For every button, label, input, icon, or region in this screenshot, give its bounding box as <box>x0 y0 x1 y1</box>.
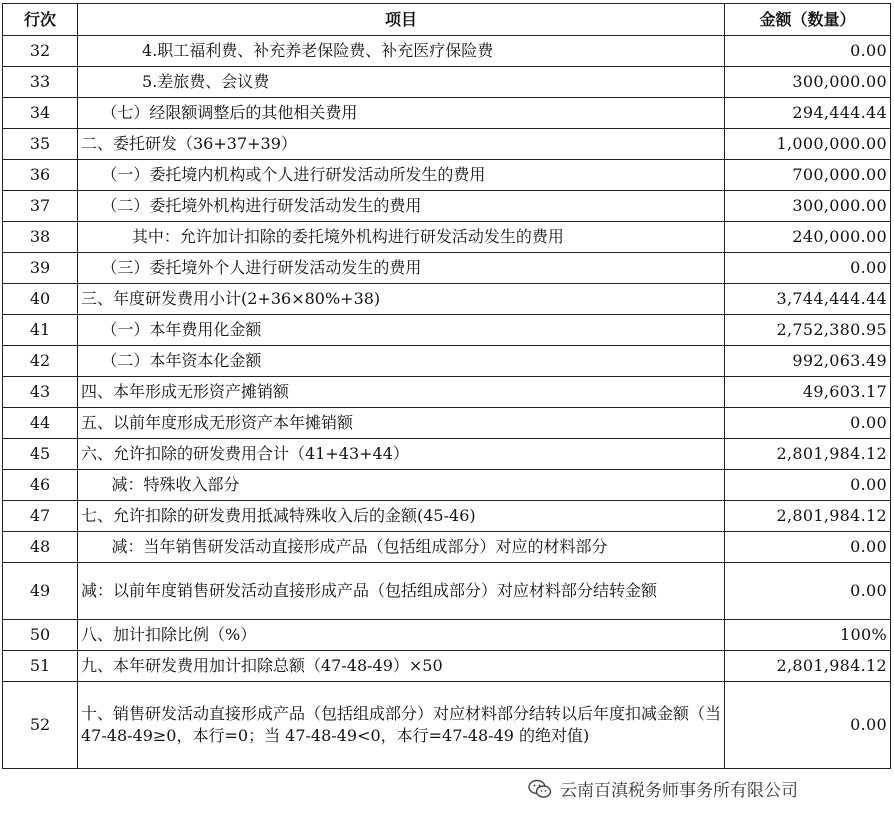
header-item: 项目 <box>78 4 725 36</box>
line-no: 50 <box>3 620 78 651</box>
line-no: 41 <box>3 315 78 346</box>
amount: 0.00 <box>725 470 891 501</box>
amount: 49,603.17 <box>725 377 891 408</box>
table-row <box>3 377 891 408</box>
table-row <box>3 563 891 620</box>
line-no: 37 <box>3 191 78 222</box>
table-row <box>3 532 891 563</box>
line-no: 40 <box>3 284 78 315</box>
item-text: 减：以前年度销售研发活动直接形成产品（包括组成部分）对应材料部分结转金额 <box>78 563 725 620</box>
table-row <box>3 682 891 769</box>
line-no: 49 <box>3 563 78 620</box>
line-no: 36 <box>3 160 78 191</box>
amount: 0.00 <box>725 682 891 769</box>
item-text: 六、允许扣除的研发费用合计（41+43+44） <box>78 439 725 470</box>
item-text: 五、以前年度形成无形资产本年摊销额 <box>78 408 725 439</box>
line-no: 34 <box>3 98 78 129</box>
item-text: （一）委托境内机构或个人进行研发活动所发生的费用 <box>78 160 725 191</box>
item-text: 5.差旅费、会议费 <box>78 67 725 98</box>
table-row <box>3 253 891 284</box>
amount: 700,000.00 <box>725 160 891 191</box>
wechat-icon <box>528 778 552 800</box>
table-row <box>3 346 891 377</box>
item-text: 二、委托研发（36+37+39） <box>78 129 725 160</box>
watermark <box>528 776 798 801</box>
amount: 2,801,984.12 <box>725 651 891 682</box>
line-no: 47 <box>3 501 78 532</box>
amount: 0.00 <box>725 253 891 284</box>
item-text: 减：特殊收入部分 <box>78 470 725 501</box>
amount: 1,000,000.00 <box>725 129 891 160</box>
header-line-no: 行次 <box>3 4 78 36</box>
header-amount: 金额（数量） <box>725 4 891 36</box>
item-text: 4.职工福利费、补充养老保险费、补充医疗保险费 <box>78 36 725 67</box>
table-row <box>3 129 891 160</box>
table-row <box>3 160 891 191</box>
item-text: （七）经限额调整后的其他相关费用 <box>78 98 725 129</box>
line-no: 42 <box>3 346 78 377</box>
line-no: 46 <box>3 470 78 501</box>
amount: 3,744,444.44 <box>725 284 891 315</box>
item-text: 九、本年研发费用加计扣除总额（47-48-49）×50 <box>78 651 725 682</box>
table-row <box>3 98 891 129</box>
item-text: （二）委托境外机构进行研发活动发生的费用 <box>78 191 725 222</box>
line-no: 39 <box>3 253 78 284</box>
line-no: 51 <box>3 651 78 682</box>
rd-expense-table <box>2 3 891 769</box>
table-row <box>3 284 891 315</box>
amount: 0.00 <box>725 532 891 563</box>
item-text: （一）本年费用化金额 <box>78 315 725 346</box>
line-no: 35 <box>3 129 78 160</box>
item-text: 减：当年销售研发活动直接形成产品（包括组成部分）对应的材料部分 <box>78 532 725 563</box>
item-text: 其中：允许加计扣除的委托境外机构进行研发活动发生的费用 <box>78 222 725 253</box>
table-row <box>3 408 891 439</box>
amount: 992,063.49 <box>725 346 891 377</box>
line-no: 43 <box>3 377 78 408</box>
amount: 2,801,984.12 <box>725 501 891 532</box>
table-row <box>3 439 891 470</box>
line-no: 38 <box>3 222 78 253</box>
amount: 294,444.44 <box>725 98 891 129</box>
amount: 300,000.00 <box>725 191 891 222</box>
amount: 300,000.00 <box>725 67 891 98</box>
amount: 0.00 <box>725 408 891 439</box>
item-text: （二）本年资本化金额 <box>78 346 725 377</box>
table-row <box>3 501 891 532</box>
amount: 0.00 <box>725 563 891 620</box>
table-row <box>3 222 891 253</box>
line-no: 52 <box>3 682 78 769</box>
line-no: 33 <box>3 67 78 98</box>
amount: 2,801,984.12 <box>725 439 891 470</box>
amount: 240,000.00 <box>725 222 891 253</box>
item-text: 三、年度研发费用小计(2+36×80%+38) <box>78 284 725 315</box>
item-text: （三）委托境外个人进行研发活动发生的费用 <box>78 253 725 284</box>
amount: 100% <box>725 620 891 651</box>
line-no: 45 <box>3 439 78 470</box>
item-text: 七、允许扣除的研发费用抵减特殊收入后的金额(45-46) <box>78 501 725 532</box>
table-row <box>3 67 891 98</box>
table-row <box>3 651 891 682</box>
amount: 0.00 <box>725 36 891 67</box>
line-no: 48 <box>3 532 78 563</box>
table-row <box>3 191 891 222</box>
line-no: 44 <box>3 408 78 439</box>
table-row <box>3 470 891 501</box>
amount: 2,752,380.95 <box>725 315 891 346</box>
table-row <box>3 36 891 67</box>
header-row <box>3 4 891 36</box>
watermark-text: 云南百滇税务师事务所有限公司 <box>560 781 798 801</box>
table-row <box>3 620 891 651</box>
item-text: 八、加计扣除比例（%） <box>78 620 725 651</box>
item-text: 十、销售研发活动直接形成产品（包括组成部分）对应材料部分结转以后年度扣减金额（当 47-48-49≥0，本行=0；当 47-48-49<0，本行=47-48-49 的绝对值) <box>78 682 725 769</box>
line-no: 32 <box>3 36 78 67</box>
table-row <box>3 315 891 346</box>
item-text: 四、本年形成无形资产摊销额 <box>78 377 725 408</box>
